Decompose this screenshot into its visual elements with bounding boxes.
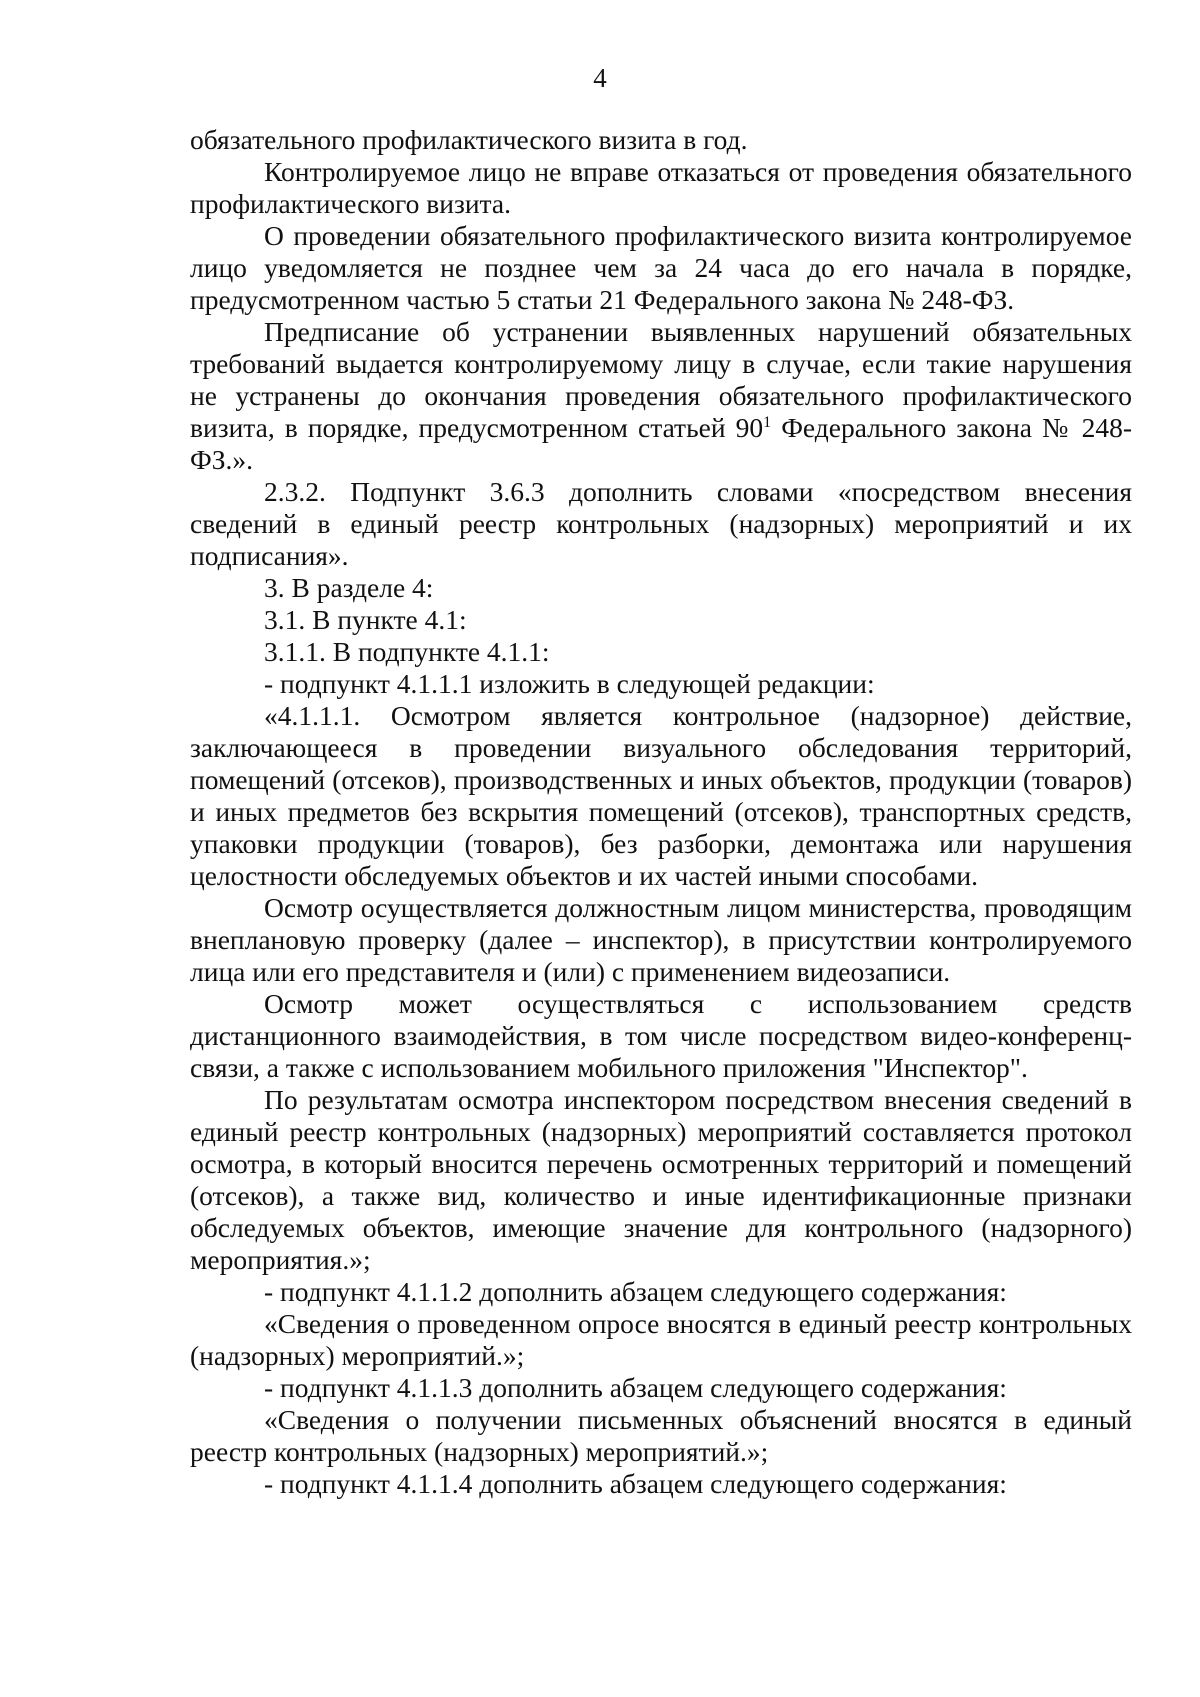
paragraph-13: По результатам осмотра инспектором посредством внесения сведений в единый реестр контрольных (надзорных) мероприятий составляется протокол осмотра, в который вносится перечень осмотренных территорий и помещений (отсеков), а также вид, количество и иные идентификационные признаки обследуемых объектов, имеющие значение для контрольного (надзорного) мероприятия.»; bbox=[190, 1084, 1132, 1275]
paragraph-11: Осмотр осуществляется должностным лицом министерства, проводящим внеплановую проверку (далее – инспектор), в присутствии контролируемого лица или его представителя и (или) с применением видеозаписи. bbox=[190, 892, 1132, 987]
paragraph-3: О проведении обязательного профилактического визита контролируемое лицо уведомляется не позднее чем за 24 часа до его начала в порядке, предусмотренном частью 5 статьи 21 Федерального закона № 248-ФЗ. bbox=[190, 220, 1132, 315]
paragraph-15: «Сведения о проведенном опросе вносятся в единый реестр контрольных (надзорных) мероприятий.»; bbox=[190, 1308, 1132, 1371]
paragraph-1: обязательного профилактического визита в год. bbox=[190, 124, 748, 155]
paragraph-12: Осмотр может осуществляться с использованием средств дистанционного взаимодействия, в том числе посредством видео-конференц-связи, а также с использованием мобильного приложения "Инспектор". bbox=[190, 988, 1132, 1083]
paragraph-4 bbox=[190, 316, 1132, 476]
paragraph-17: «Сведения о получении письменных объяснений вносятся в единый реестр контрольных (надзорных) мероприятий.»; bbox=[190, 1404, 1132, 1467]
paragraph-7: 3.1. В пункте 4.1: bbox=[264, 604, 467, 635]
paragraph-10: «4.1.1.1. Осмотром является контрольное (надзорное) действие, заключающееся в проведении визуального обследования территорий, помещений (отсеков), производственных и иных объектов, продукции (товаров) и иных предметов без вскрытия помещений (отсеков), транспортных средств, упаковки продукции (товаров), без разборки, демонтажа или нарушения целостности обследуемых объектов и их частей иными способами. bbox=[190, 700, 1132, 891]
article-number: 90 bbox=[735, 412, 764, 443]
paragraph-5: 2.3.2. Подпункт 3.6.3 дополнить словами «посредством внесения сведений в единый реестр контрольных (надзорных) мероприятий и их подписания». bbox=[190, 476, 1132, 571]
paragraph-2: Контролируемое лицо не вправе отказаться от проведения обязательного профилактического визита. bbox=[190, 156, 1132, 219]
paragraph-16: - подпункт 4.1.1.3 дополнить абзацем следующего содержания: bbox=[264, 1372, 1007, 1403]
paragraph-9: - подпункт 4.1.1.1 изложить в следующей редакции: bbox=[264, 668, 875, 699]
paragraph-8: 3.1.1. В подпункте 4.1.1: bbox=[264, 636, 550, 667]
paragraph-4-text: Предписание об устранении выявленных нарушений обязательных требований выдается контролируемому лицу в случае, если такие нарушения не устранены до окончания проведения обязательного профилактического визита, в порядке, предусмотренном статьей bbox=[190, 316, 1132, 443]
page-number: 4 bbox=[593, 63, 607, 93]
paragraph-18: - подпункт 4.1.1.4 дополнить абзацем следующего содержания: bbox=[264, 1468, 1007, 1499]
document-body bbox=[190, 124, 1132, 1500]
paragraph-14: - подпункт 4.1.1.2 дополнить абзацем следующего содержания: bbox=[264, 1276, 1007, 1307]
paragraph-4-tail: Федерального закона № 248-ФЗ.». bbox=[190, 412, 1132, 475]
article-superscript: 1 bbox=[763, 413, 772, 431]
paragraph-6: 3. В разделе 4: bbox=[264, 572, 434, 603]
